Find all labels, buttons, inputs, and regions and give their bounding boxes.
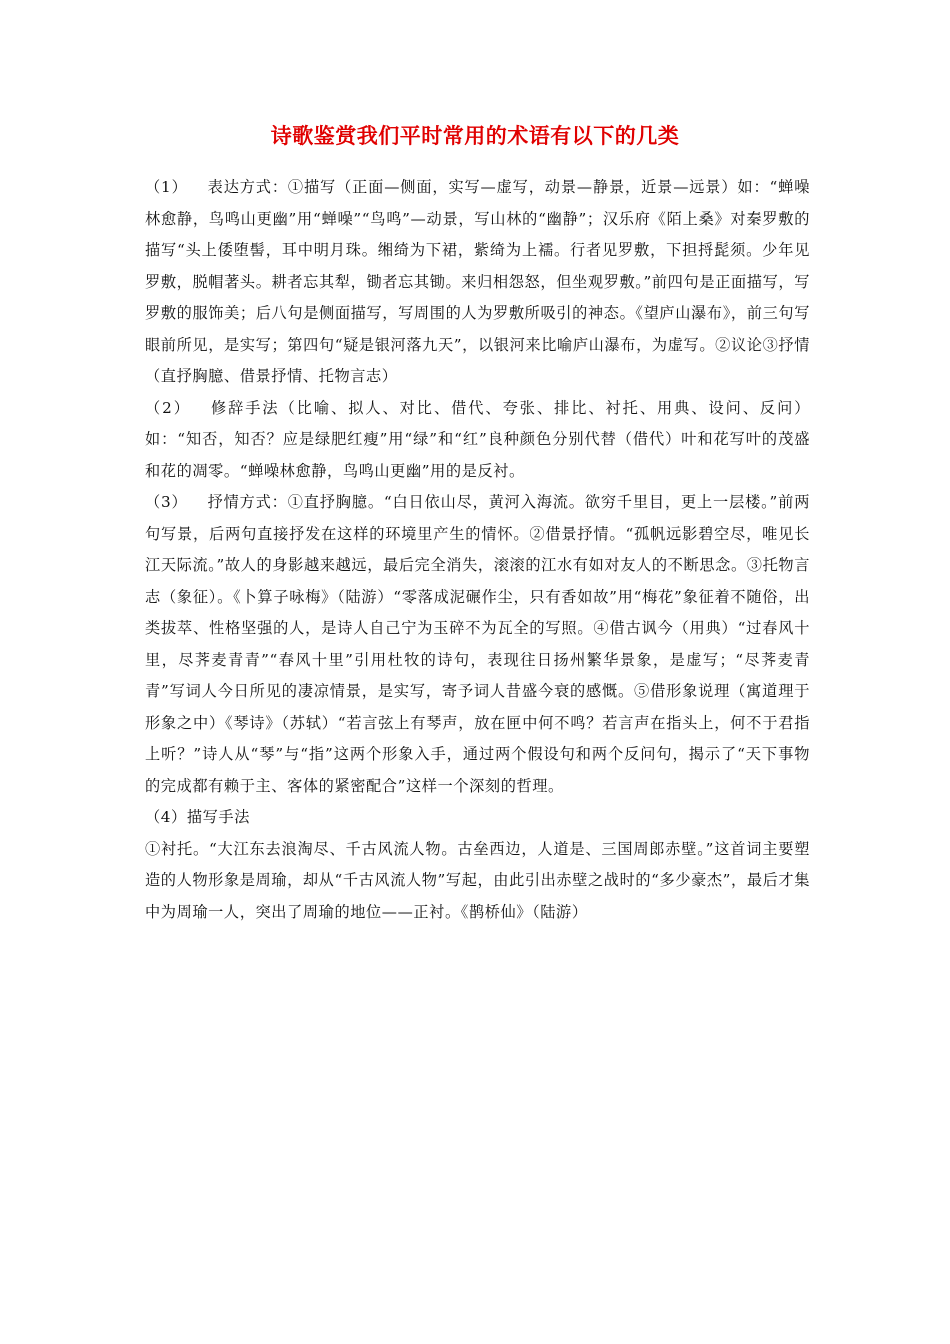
section-3 — [145, 487, 810, 802]
document-title: 诗歌鉴赏我们平时常用的术语有以下的几类 — [270, 124, 680, 148]
section-text: 表达方式：①描写（正面—侧面，实写—虚写，动景—静景，近景—远景）如：“蝉噪林愈静，鸟鸣山更幽”用“蝉噪”“鸟鸣”—动景，写山林的“幽静”；汉乐府《陌上桑》对秦罗敷的描写“头上倭堕髻，耳中明月珠。缃绮为下裙，紫绮为上襦。行者见罗敷，下担捋髭须。少年见罗敷，脱帽著头。耕者忘其犁，锄者忘其锄。来归相怨怒，但坐观罗敷。”前四句是正面描写，写罗敷的服饰美；后八句是侧面描写，写周围的人为罗敷所吸引的神态。《望庐山瀑布》，前三句写眼前所见，是实写；第四句“疑是银河落九天”，以银河来比喻庐山瀑布，为虚写。②议论③抒情（直抒胸臆、借景抒情、托物言志） — [145, 178, 810, 385]
section-text: （4）描写手法 — [145, 808, 250, 826]
section-number: （3） — [145, 493, 188, 511]
document-body — [145, 172, 810, 928]
section-text: 抒情方式：①直抒胸臆。“白日依山尽，黄河入海流。欲穷千里目，更上一层楼。”前两句写景，后两句直接抒发在这样的环境里产生的情怀。②借景抒情。“孤帆远影碧空尽，唯见长江天际流。”故人的身影越来越远，最后完全消失，滚滚的江水有如对友人的不断思念。③托物言志（象征）。《卜算子咏梅》（陆游）“零落成泥碾作尘，只有香如故”用“梅花”象征着不随俗，出类拔萃、性格坚强的人，是诗人自己宁为玉碎不为瓦全的写照。④借古讽今（用典）“过春风十里，尽荠麦青青”“春风十里”引用杜牧的诗句，表现往日扬州繁华景象，是虚写；“尽荠麦青青”写词人今日所见的凄凉情景，是实写，寄予词人昔盛今衰的感慨。⑤借形象说理（寓道理于形象之中）《琴诗》（苏轼）“若言弦上有琴声，放在匣中何不鸣？若言声在指头上，何不于君指上听？”诗人从“琴”与“指”这两个形象入手，通过两个假设句和两个反问句，揭示了“天下事物的完成都有赖于主、客体的紧密配合”这样一个深刻的哲理。 — [145, 493, 810, 795]
section-4-heading — [145, 802, 810, 834]
section-2 — [145, 393, 810, 488]
section-text: 修辞手法（比喻、拟人、对比、借代、夸张、排比、衬托、用典、设问、反问）如：“知否，知否？应是绿肥红瘦”用“绿”和“红”良种颜色分别代替（借代）叶和花写叶的茂盛和花的凋零。“蝉噪林愈静，鸟鸣山更幽”用的是反衬。 — [145, 398, 811, 480]
section-1 — [145, 172, 810, 393]
section-number: （2） — [145, 398, 191, 417]
section-number: （1） — [145, 178, 188, 196]
section-text: ①衬托。“大江东去浪淘尽、千古风流人物。古垒西边，人道是、三国周郎赤壁。”这首词主要塑造的人物形象是周瑜，却从“千古风流人物”写起，由此引出赤壁之战时的“多少豪杰”，最后才集中为周瑜一人，突出了周瑜的地位——正衬。《鹊桥仙》（陆游） — [145, 839, 810, 921]
section-4-item-1 — [145, 834, 810, 929]
